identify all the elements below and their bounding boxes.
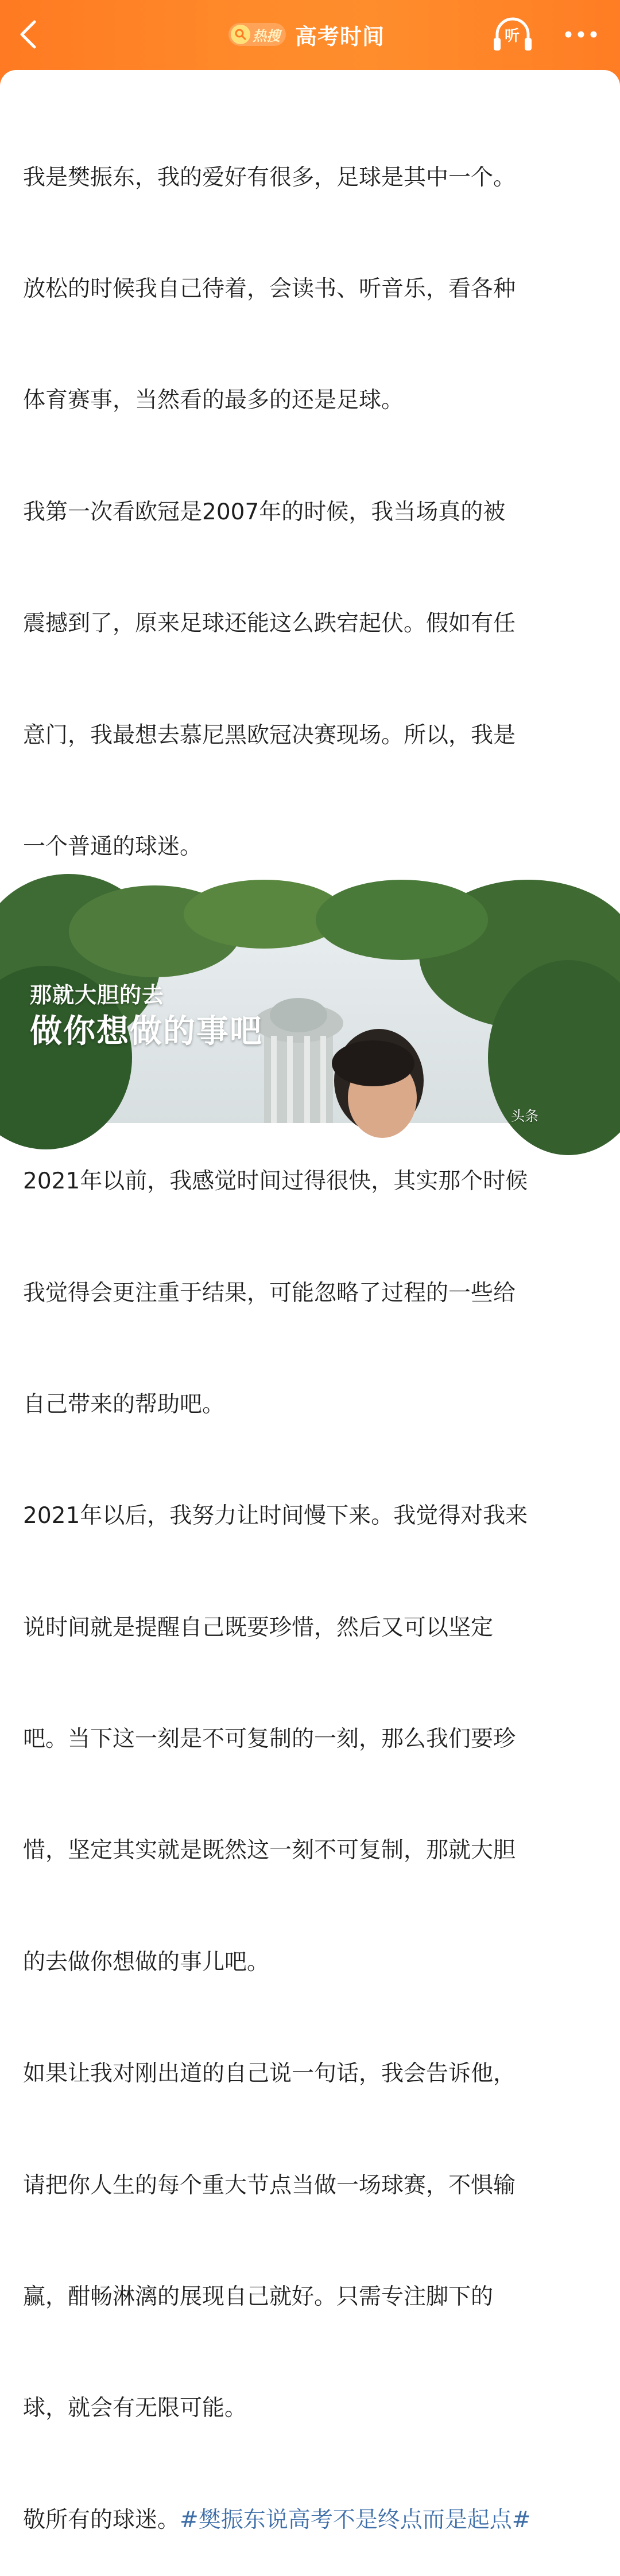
article-last-line (23, 2502, 603, 2539)
article-line: 自己带来的帮助吧。 (23, 1391, 225, 1417)
article-line: 惜，坚定其实就是既然这一刻不可复制，那就大胆 (23, 1837, 516, 1864)
article-line: 如果让我对刚出道的自己说一句话，我会告诉他， (23, 2061, 516, 2087)
article-line: 我第一次看欧冠是2007年的时候，我当场真的被 (23, 499, 506, 525)
chevron-left-icon (16, 17, 41, 52)
hot-search-badge[interactable] (228, 23, 286, 46)
article-line: 请把你人生的每个重大节点当做一场球赛，不惧输 (23, 2172, 516, 2198)
article-line: 2021年以前，我感觉时间过得很快，其实那个时候 (23, 1168, 528, 1195)
article-body (23, 85, 603, 2576)
article-line: 一个普通的球迷。 (23, 833, 203, 860)
back-button[interactable] (16, 17, 41, 52)
title-group (228, 17, 385, 52)
more-dots-icon (563, 23, 599, 46)
article-line: 赢，酣畅淋漓的展现自己就好。只需专注脚下的 (23, 2284, 494, 2310)
article-line: 我觉得会更注重于结果，可能忽略了过程的一些给 (23, 1280, 516, 1306)
listen-label: 听 (505, 28, 520, 45)
article-line: 的去做你想做的事儿吧。 (23, 1949, 270, 1975)
article-line: 意门，我最想去慕尼黑欧冠决赛现场。所以，我是 (23, 722, 516, 748)
search-icon (231, 25, 250, 44)
hot-search-label: 热搜 (253, 28, 280, 44)
image-caption-line1: 那就大胆的去 (30, 982, 165, 1008)
source-watermark: 头条 (511, 1108, 538, 1124)
article-line: 震撼到了，原来足球还能这么跌宕起伏。假如有任 (23, 611, 516, 637)
listen-button[interactable] (493, 16, 533, 53)
article-line: 吧。当下这一刻是不可复制的一刻，那么我们要珍 (23, 1726, 516, 1753)
article-line: 放松的时候我自己待着，会读书、听音乐，看各种 (23, 275, 516, 302)
article-line: 球，就会有无限可能。 (23, 2395, 247, 2422)
hashtag-link[interactable]: #樊振东说高考不是终点而是起点# (180, 2507, 531, 2533)
closing-text: 敬所有的球迷。 (23, 2507, 180, 2533)
article-line: 我是樊振东，我的爱好有很多，足球是其中一个。 (23, 164, 516, 191)
article-line: 说时间就是提醒自己既要珍惜，然后又可以坚定 (23, 1614, 494, 1641)
article-line: 2021年以后，我努力让时间慢下来。我觉得对我来 (23, 1503, 528, 1529)
article-line: 体育赛事，当然看的最多的还是足球。 (23, 387, 404, 414)
page-title: 高考时间 (295, 24, 385, 49)
more-button[interactable] (563, 23, 599, 46)
image-caption-line2: 做你想做的事吧 (30, 1013, 263, 1050)
